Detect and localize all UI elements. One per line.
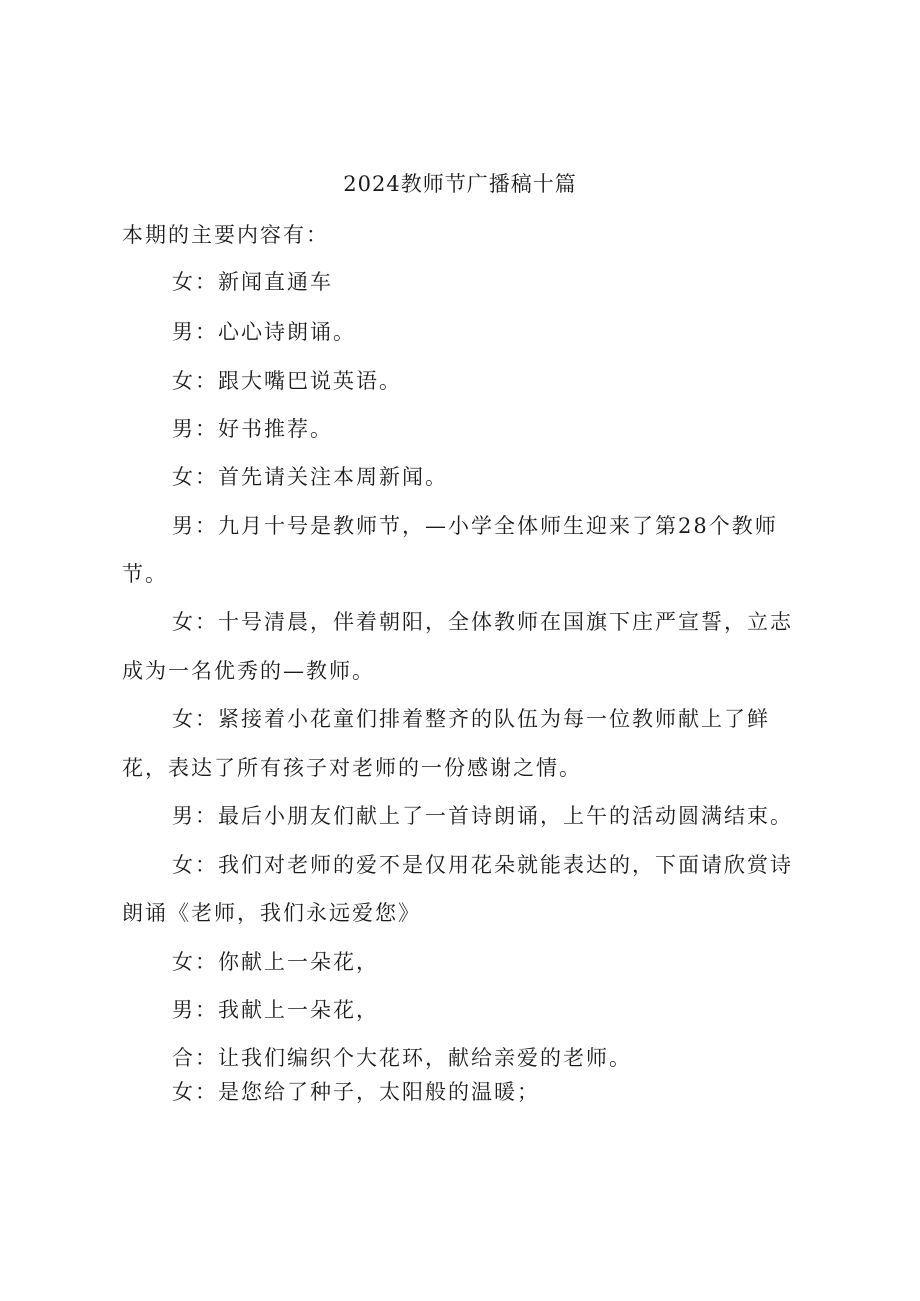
paragraph-line: 女：首先请关注本周新闻。 — [172, 465, 448, 489]
paragraph-line: 女：你献上一朵花， — [172, 950, 379, 974]
paragraph-continuation: 朗诵《老师，我们永远爱您》 — [122, 901, 421, 925]
paragraph-line: 男：九月十号是教师节，—小学全体师生迎来了第28个教师 — [172, 514, 778, 538]
paragraph-line: 男：我献上一朵花， — [172, 998, 379, 1022]
paragraph-line: 女：新闻直通车 — [172, 270, 333, 294]
paragraph-line: 女：紧接着小花童们排着整齐的队伍为每一位教师献上了鲜 — [172, 707, 770, 731]
paragraph-line: 男：最后小朋友们献上了一首诗朗诵，上午的活动圆满结束。 — [172, 804, 793, 828]
paragraph-line: 女：跟大嘴巴说英语。 — [172, 369, 402, 393]
intro-line: 本期的主要内容有： — [122, 223, 329, 247]
paragraph-continuation: 花，表达了所有孩子对老师的一份感谢之情。 — [122, 756, 582, 780]
paragraph-line: 男：好书推荐。 — [172, 417, 333, 441]
paragraph-line: 女：是您给了种子，太阳般的温暖； — [172, 1080, 540, 1104]
paragraph-continuation: 成为一名优秀的—教师。 — [122, 659, 375, 683]
document-title: 2024教师节广播稿十篇 — [343, 172, 577, 196]
paragraph-line: 女：我们对老师的爱不是仅用花朵就能表达的，下面请欣赏诗 — [172, 853, 793, 877]
paragraph-line: 男：心心诗朗诵。 — [172, 320, 356, 344]
paragraph-line: 合：让我们编织个大花环，献给亲爱的老师。 — [172, 1046, 632, 1070]
paragraph-line: 女：十号清晨，伴着朝阳，全体教师在国旗下庄严宣誓，立志 — [172, 610, 793, 634]
paragraph-continuation: 节。 — [122, 562, 168, 586]
